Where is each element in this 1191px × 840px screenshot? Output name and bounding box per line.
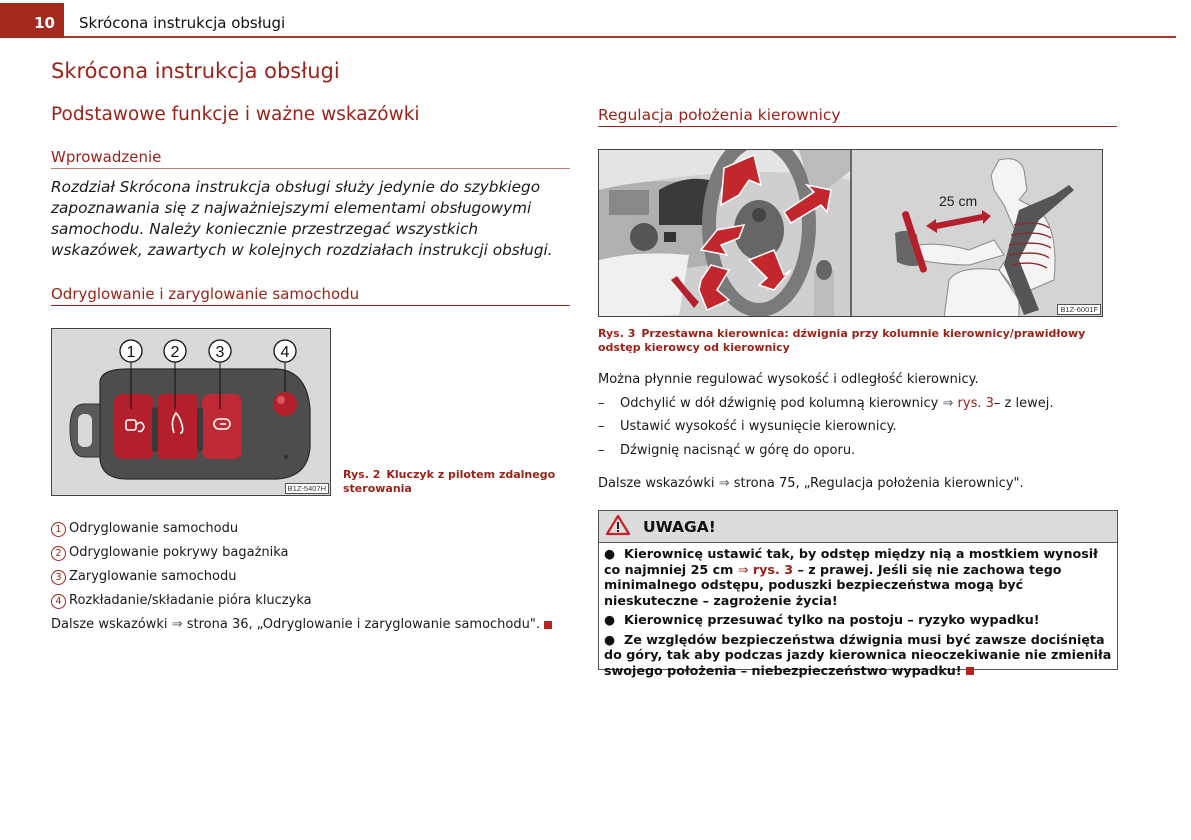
steering-intro: Można płynnie regulować wysokość i odległość kierownicy. — [598, 372, 979, 387]
reference-arrow-icon: ⇒ — [737, 561, 749, 577]
page-title: Skrócona instrukcja obsługi — [51, 59, 340, 83]
running-title: Skrócona instrukcja obsługi — [79, 14, 286, 32]
figure-code: B1Z-5407H — [285, 483, 329, 494]
warning-text: Ze względów bezpieczeństwa dźwignia musi być zawsze dociśnięta do góry, tak aby podczas jazdy kierownica nieoczekiwanie nie zmieniła swojego położenia – niebezpieczeństwo wypadku! — [604, 631, 1112, 678]
further-prefix: Dalsze wskazówki — [598, 476, 715, 491]
step-dash: – — [598, 419, 605, 435]
lock-heading: Odryglowanie i zaryglowanie samochodu — [51, 285, 570, 306]
svg-text:4: 4 — [280, 344, 290, 361]
callout-number: 1 — [51, 522, 66, 537]
warning-title: UWAGA! — [643, 517, 716, 536]
svg-text:3: 3 — [215, 344, 225, 361]
intro-heading: Wprowadzenie — [51, 148, 570, 169]
warning-box — [598, 510, 1118, 678]
intro-text: Rozdział Skrócona instrukcja obsługi służy jedynie do szybkiego zapoznawania się z najważniejszymi elementami obsługowymi samochodu. Należy koniecznie przestrzegać wszystkich wskazówek, zawartych w kolejnych rozdziałach instrukcji obsługi. — [51, 178, 553, 259]
end-marker-icon — [966, 667, 974, 675]
svg-text:1: 1 — [126, 344, 136, 361]
step-suffix: – z lewej. — [993, 395, 1054, 411]
figure-caption — [343, 468, 573, 496]
legend-label: Odryglowanie pokrywy bagażnika — [69, 545, 289, 560]
legend-label: Odryglowanie samochodu — [69, 521, 239, 536]
steering-figure — [598, 149, 1103, 317]
key-fob-illustration — [52, 329, 331, 496]
figure-ref-link[interactable]: rys. 3 — [957, 395, 994, 411]
warning-item — [604, 612, 1112, 628]
legend-item — [51, 589, 552, 613]
warning-header — [599, 511, 1117, 543]
legend-label: Rozkładanie/składanie pióra kluczyka — [69, 593, 312, 608]
caption-number: Rys. 3 — [598, 327, 636, 340]
warning-text: – z prawej. Jeśli się nie zachowa tego minimalnego odstępu, poduszki bezpieczeństwa mogą być nieskuteczne – zagrożenie życia! — [604, 561, 1062, 608]
key-fob-figure — [51, 328, 331, 496]
callout-number: 2 — [51, 546, 66, 561]
legend-list — [51, 517, 552, 637]
legend-item — [51, 517, 552, 541]
legend-item — [51, 541, 552, 565]
figure-code: B1Z-6001F — [1057, 304, 1101, 315]
further-info — [598, 476, 1024, 492]
reference-arrow-icon: ⇒ — [171, 617, 183, 632]
page-header — [0, 0, 1191, 40]
step-text: Ustawić wysokość i wysunięcie kierownicy. — [620, 419, 897, 435]
bullet-icon: ● — [604, 612, 616, 627]
caption-number: Rys. 2 — [343, 468, 381, 481]
reference-arrow-icon: ⇒ — [942, 395, 954, 411]
caption-text: Przestawna kierownica: dźwignia przy kolumnie kierownicy/prawidłowy odstęp kierowcy od kierownicy — [598, 327, 1086, 354]
warning-item — [604, 632, 1112, 679]
warning-text: Kierownicę ustawić tak, by odstęp między nią a mostkiem wynosił co najmniej 25 cm — [604, 546, 1098, 577]
warning-text: Kierownicę przesuwać tylko na postoju – ryzyko wypadku! — [624, 612, 1040, 627]
svg-text:2: 2 — [170, 344, 180, 361]
section-title: Podstawowe funkcje i ważne wskazówki — [51, 104, 420, 125]
bullet-icon: ● — [604, 631, 616, 647]
callout-number: 4 — [51, 594, 66, 609]
figure-ref-link[interactable]: rys. 3 — [752, 561, 794, 577]
warning-body — [599, 543, 1117, 678]
reference-arrow-icon: ⇒ — [718, 476, 730, 491]
further-info — [51, 613, 552, 637]
steering-illustration — [599, 150, 1103, 317]
step-text: Dźwignię nacisnąć w górę do oporu. — [620, 442, 856, 458]
legend-item — [51, 565, 552, 589]
step-dash: – — [598, 395, 605, 411]
bullet-icon: ● — [604, 546, 616, 561]
caption-text: Kluczyk z pilotem zdalnego sterowania — [343, 468, 556, 495]
further-ref-link[interactable]: strona 36, „Odryglowanie i zaryglowanie samochodu". — [186, 617, 540, 632]
step-item — [598, 416, 1053, 440]
step-list — [598, 392, 1053, 463]
distance-label: 25 cm — [939, 193, 978, 209]
further-ref-link[interactable]: strona 75, „Regulacja położenia kierownicy". — [733, 476, 1024, 491]
legend-label: Zaryglowanie samochodu — [69, 569, 237, 584]
step-item — [598, 392, 1053, 416]
steering-heading: Regulacja położenia kierownicy — [598, 106, 1117, 127]
step-text: Odchylić w dół dźwignię pod kolumną kierownicy — [620, 395, 939, 411]
header-rule — [64, 36, 1176, 38]
step-dash: – — [598, 442, 605, 458]
page-number: 10 — [0, 3, 64, 38]
step-item — [598, 439, 1053, 463]
end-marker-icon — [544, 621, 552, 629]
further-prefix: Dalsze wskazówki — [51, 617, 168, 632]
figure-caption — [598, 327, 1117, 355]
warning-triangle-icon — [605, 514, 631, 540]
callout-number: 3 — [51, 570, 66, 585]
warning-item — [604, 546, 1112, 608]
